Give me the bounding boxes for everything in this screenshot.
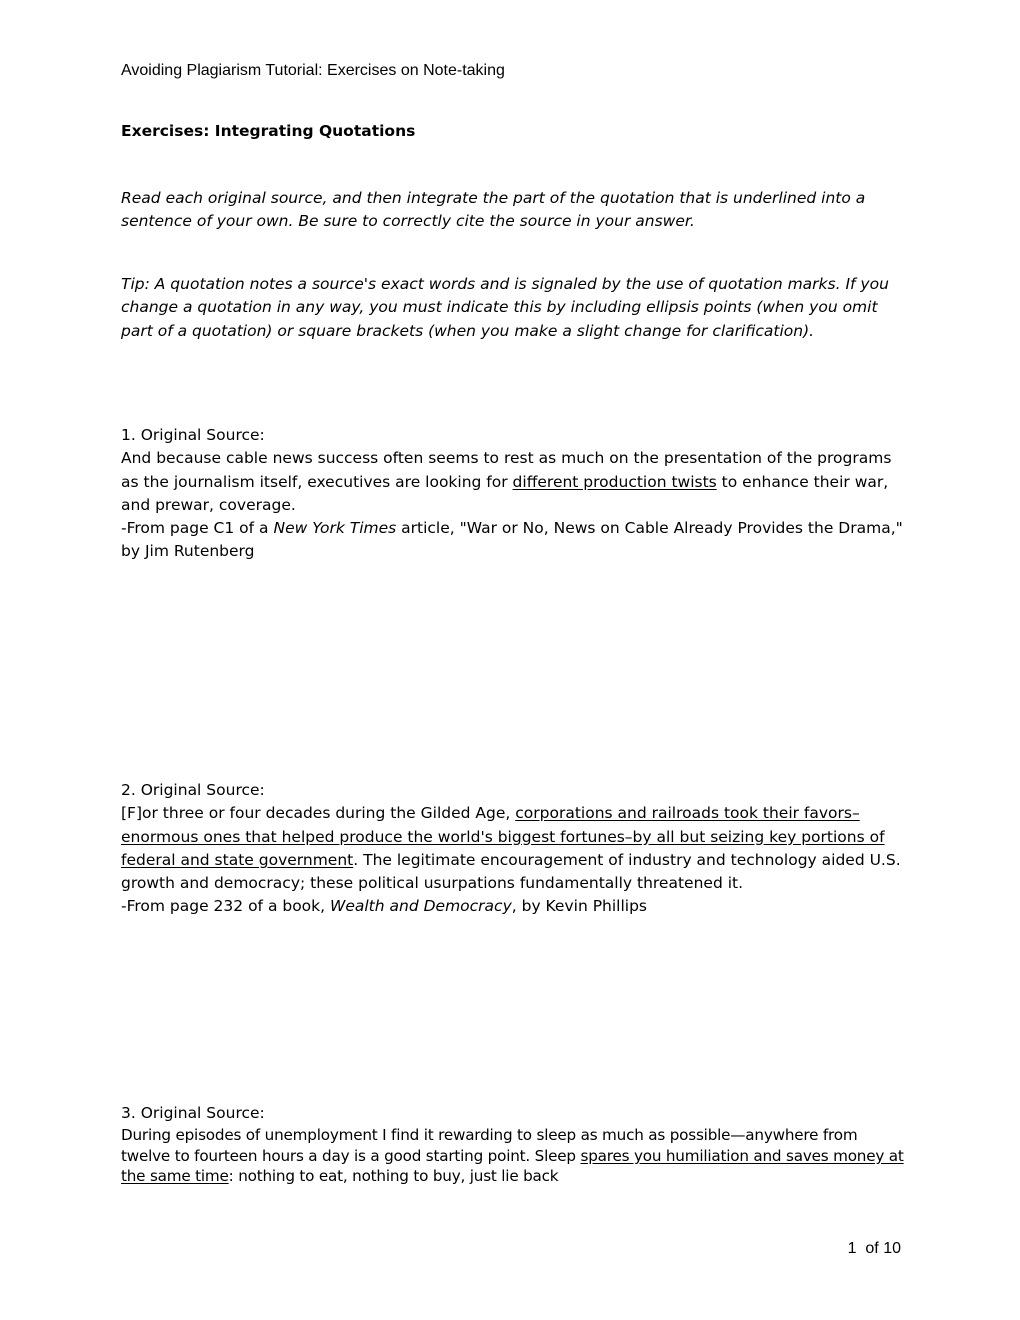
source-before: During episodes of unemployment I find it rewarding to sleep as much as possible—anywhere from twelve to fourteen hours a day is a good starting point. Sleep (121, 1126, 858, 1165)
instructions: Read each original source, and then integrate the part of the quotation that is underlined into a sentence of your own. Be sure to correctly cite the source in your answer. (121, 189, 866, 231)
citation (121, 895, 911, 918)
underlined-quote: corporations and railroads took their favors–enormous ones that helped produce the world's biggest fortunes–by all but seizing key portions of federal and state government (121, 804, 885, 869)
total-pages: of 10 (865, 1240, 901, 1257)
source-text (121, 802, 911, 895)
citation-title: New York Times (273, 519, 397, 538)
citation-after: article, "War or No, News on Cable Already Provides the Drama," by Jim Rutenberg (121, 519, 903, 561)
page-number (848, 1240, 901, 1258)
citation-before: -From page 232 of a book, (121, 897, 331, 916)
citation-after: , by Kevin Phillips (511, 897, 648, 916)
page-header: Avoiding Plagiarism Tutorial: Exercises on Note-taking (121, 62, 505, 79)
exercise-2 (121, 779, 911, 919)
citation (121, 517, 911, 564)
page-title: Exercises: Integrating Quotations (121, 122, 416, 140)
source-before: [F]or three or four decades during the Gilded Age, (121, 804, 516, 823)
source-before: And because cable news success often seems to rest as much on the presentation of the programs as the journalism itself, executives are looking for (121, 449, 892, 491)
source-text (121, 1125, 911, 1187)
exercise-label: 3. Original Source: (121, 1104, 265, 1122)
source-after: . The legitimate encouragement of industry and technology aided U.S. growth and democracy; these political usurpations fundamentally threatened it. (121, 850, 901, 893)
exercise-3 (121, 1102, 911, 1187)
current-page: 1 (847, 1240, 857, 1257)
source-text (121, 447, 911, 517)
underlined-quote: different production twists (512, 472, 717, 491)
citation-before: -From page C1 of a (121, 519, 274, 538)
exercise-label: 1. Original Source: (121, 426, 265, 444)
source-after: : nothing to eat, nothing to buy, just lie back (228, 1167, 559, 1186)
exercise-1 (121, 424, 911, 564)
underlined-quote: spares you humiliation and saves money at the same time (121, 1146, 904, 1186)
exercise-label: 2. Original Source: (121, 781, 265, 799)
citation-title: Wealth and Democracy (330, 897, 512, 916)
source-after: to enhance their war, and prewar, coverage. (121, 472, 889, 514)
tip: Tip: A quotation notes a source's exact words and is signaled by the use of quotation marks. If you change a quotation in any way, you must indicate this by including ellipsis points (when you omit part of a quotation) or square brackets (when you make a slight change for clarification). (121, 275, 889, 340)
